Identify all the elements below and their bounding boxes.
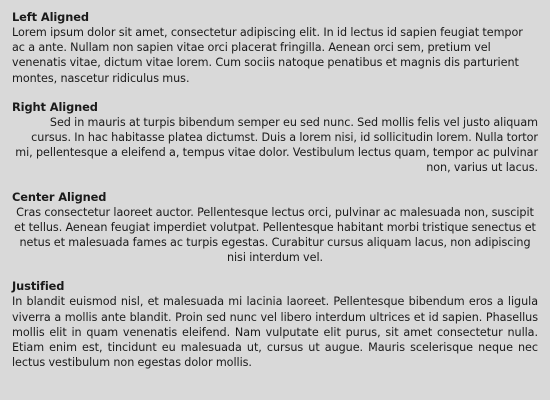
section-paragraph: In blandit euismod nisl, et malesuada mi lacinia laoreet. Pellentesque bibendum eros a ligula viverra a mollis ante blandit. Proin sed nunc vel libero interdum ultrices et id sapien. Phasellus mollis elit in quam venenatis eleifend. Nam vulputate elit purus, sit amet consectetur nulla. Etiam enim est, tincidunt eu malesuada ut, cursus ut augue. Mauris scelerisque neque nec lectus vestibulum non egestas dolor mollis. — [12, 295, 538, 370]
section-left-aligned — [12, 9, 538, 86]
section-paragraph: Lorem ipsum dolor sit amet, consectetur adipiscing elit. In id lectus id sapien feugiat tempor ac a ante. Nullam non sapien vitae orci placerat fringilla. Aenean orci sem, pretium vel venenatis vitae, dictum vitae lorem. Cum sociis natoque penatibus et magnis dis parturient montes, nascetur ridiculus mus. — [12, 26, 523, 85]
section-heading: Justified — [12, 279, 65, 294]
section-center-aligned — [12, 189, 538, 266]
section-justified — [12, 278, 538, 370]
section-paragraph: Sed in mauris at turpis bibendum semper eu sed nunc. Sed mollis felis vel justo aliquam cursus. In hac habitasse platea dictumst. Duis a lorem nisi, id sollicitudin lorem. Nulla tortor mi, pellentesque a eleifend a, tempus vitae dolor. Vestibulum lectus quam, tempor ac pulvinar non, varius ut lacus. — [15, 115, 538, 175]
section-right-aligned — [12, 99, 538, 176]
section-paragraph: Cras consectetur laoreet auctor. Pellentesque lectus orci, pulvinar ac malesuada non, suscipit et tellus. Aenean feugiat imperdiet volutpat. Pellentesque habitant morbi tristique senectus et netus et malesuada fames ac turpis egestas. Curabitur cursus aliquam lacus, non adipiscing nisi interdum vel. — [14, 205, 536, 265]
section-heading: Left Aligned — [12, 10, 89, 24]
section-heading: Right Aligned — [12, 99, 98, 114]
section-heading: Center Aligned — [12, 189, 107, 204]
